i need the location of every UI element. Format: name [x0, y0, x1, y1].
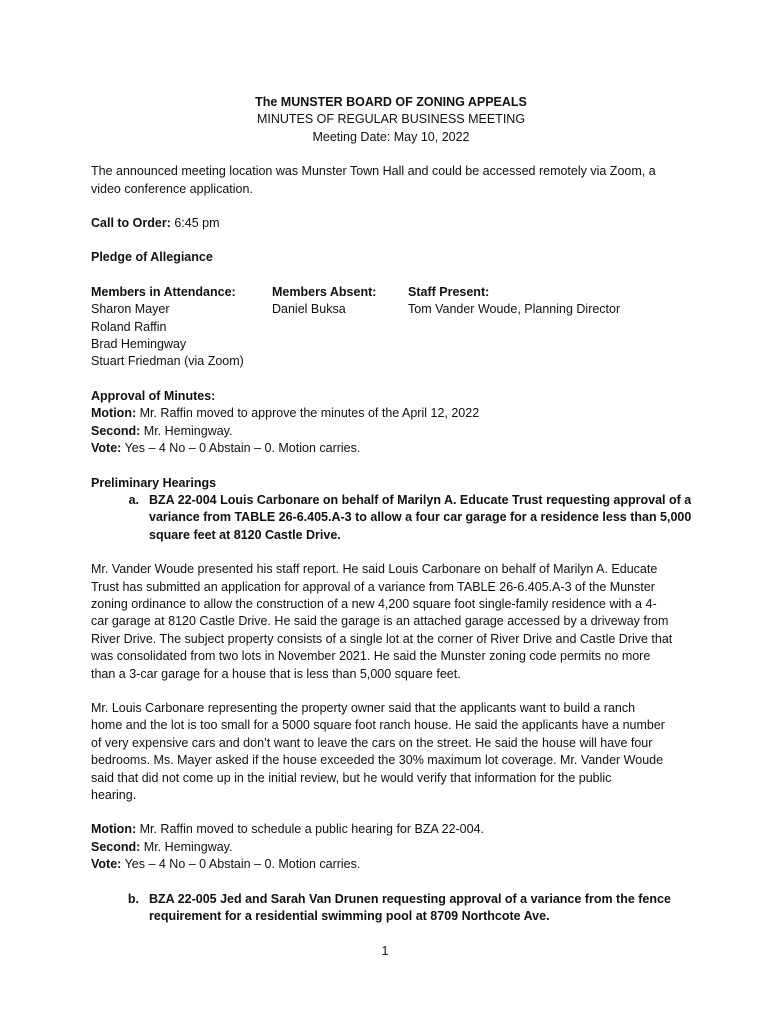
vote-text: Yes – 4 No – 0 Abstain – 0. Motion carries.	[121, 857, 361, 872]
approval-vote	[91, 440, 691, 457]
paragraph-line: bedrooms. Ms. Mayer asked if the house exceeded the 30% maximum lot coverage. Mr. Vander Woude	[91, 753, 664, 768]
paragraph-line: car garage at 8120 Castle Drive. He said the garage is an attached garage accessed by a driveway from	[91, 614, 669, 629]
second-text: Mr. Hemingway.	[140, 423, 233, 438]
item-b-text	[139, 891, 689, 926]
attendance-member: Brad Hemingway	[91, 337, 187, 352]
paragraph-line: home and the lot is too small for a 5000 square foot ranch house. He said the applicants have a number	[91, 718, 665, 733]
paragraph-line: of very expensive cars and don’t want to leave the cars on the street. He said the house will have four	[91, 735, 653, 750]
testimony-paragraph	[91, 700, 691, 804]
attendance-member: Roland Raffin	[91, 319, 167, 334]
second-label: Second:	[91, 839, 141, 854]
second-text: Mr. Hemingway.	[140, 839, 233, 854]
item-b-letter: b.	[127, 891, 139, 906]
vote-text: Yes – 4 No – 0 Abstain – 0. Motion carries.	[121, 441, 361, 456]
item-a-text	[139, 492, 692, 544]
item-a-line: square feet at 8120 Castle Drive.	[149, 527, 341, 542]
meeting-date: Meeting Date: May 10, 2022	[312, 129, 470, 144]
paragraph-line: Mr. Vander Woude presented his staff report. He said Louis Carbonare on behalf of Marilyn A. Educate	[91, 562, 658, 577]
item-a	[91, 492, 691, 544]
second-line	[91, 839, 691, 856]
second-label: Second:	[91, 423, 141, 438]
paragraph-line: Trust has submitted an application for approval of a variance from TABLE 26-6.405.A-3 of the Munster	[91, 579, 655, 594]
item-b-line: requirement for a residential swimming pool at 8709 Northcote Ave.	[149, 909, 550, 924]
document-title: The MUNSTER BOARD OF ZONING APPEALS	[255, 95, 527, 109]
call-to-order-label: Call to Order:	[91, 216, 171, 231]
members-absent	[272, 284, 408, 371]
motion-label: Motion:	[91, 406, 137, 421]
item-a-letter: a.	[128, 492, 139, 507]
intro-line: video conference application.	[91, 181, 253, 196]
motion-text: Mr. Raffin moved to approve the minutes of the April 12, 2022	[136, 406, 480, 421]
page-number: 1	[381, 944, 389, 958]
paragraph-line: Mr. Louis Carbonare representing the property owner said that the applicants want to build a ranch	[91, 700, 636, 715]
staff-present	[408, 284, 691, 371]
paragraph-line: said that did not come up in the initial review, but he would verify that information for the public	[91, 770, 612, 785]
approval-section	[91, 388, 691, 458]
paragraph-line: than a 3-car garage for a house that is less than 5,000 square feet.	[91, 666, 461, 681]
paragraph-line: hearing.	[91, 788, 137, 802]
staff-member: Tom Vander Woude, Planning Director	[408, 302, 621, 317]
staff-label: Staff Present:	[408, 284, 490, 299]
attendance-label: Members in Attendance:	[91, 284, 236, 299]
vote-line	[91, 856, 691, 873]
members-section	[91, 284, 691, 371]
item-b	[91, 891, 691, 926]
absent-label: Members Absent:	[272, 284, 377, 299]
vote-label: Vote:	[91, 441, 122, 456]
approval-heading: Approval of Minutes:	[91, 388, 216, 403]
intro-line: The announced meeting location was Munster Town Hall and could be accessed remotely via Zoom, a	[91, 164, 656, 179]
document-subtitle: MINUTES OF REGULAR BUSINESS MEETING	[256, 112, 526, 127]
attendance-member: Sharon Mayer	[91, 302, 170, 317]
motion-section	[91, 821, 691, 873]
item-a-line: variance from TABLE 26-6.405.A-3 to allow a four car garage for a residence less than 5,000	[149, 510, 692, 525]
approval-motion	[91, 405, 691, 422]
paragraph-line: zoning ordinance to allow the construction of a new 4,200 square foot single-family residence with a 4-	[91, 596, 657, 611]
paragraph-line: River Drive. The subject property consists of a single lot at the corner of River Drive and Castle Drive that	[91, 631, 673, 646]
document-body	[91, 94, 691, 942]
preliminary-heading: Preliminary Hearings	[91, 475, 217, 490]
motion-text: Mr. Raffin moved to schedule a public hearing for BZA 22-004.	[136, 822, 485, 837]
item-a-line: BZA 22-004 Louis Carbonare on behalf of Marilyn A. Educate Trust requesting approval of a	[149, 492, 692, 507]
attendance-member: Stuart Friedman (via Zoom)	[91, 354, 244, 369]
document-header	[91, 94, 691, 146]
motion-label: Motion:	[91, 822, 137, 837]
call-to-order-value: 6:45 pm	[170, 216, 220, 231]
members-attendance	[91, 284, 272, 371]
pledge-heading: Pledge of Allegiance	[91, 250, 213, 265]
approval-second	[91, 423, 691, 440]
item-b-line: BZA 22-005 Jed and Sarah Van Drunen requesting approval of a variance from the fence	[149, 891, 671, 906]
staff-report-paragraph	[91, 561, 691, 683]
absent-member: Daniel Buksa	[272, 302, 346, 317]
vote-label: Vote:	[91, 857, 122, 872]
motion-line	[91, 821, 691, 838]
call-to-order	[91, 215, 691, 232]
paragraph-line: was consolidated from two lots in November 2021. He said the Munster zoning code permits no more	[91, 649, 651, 664]
